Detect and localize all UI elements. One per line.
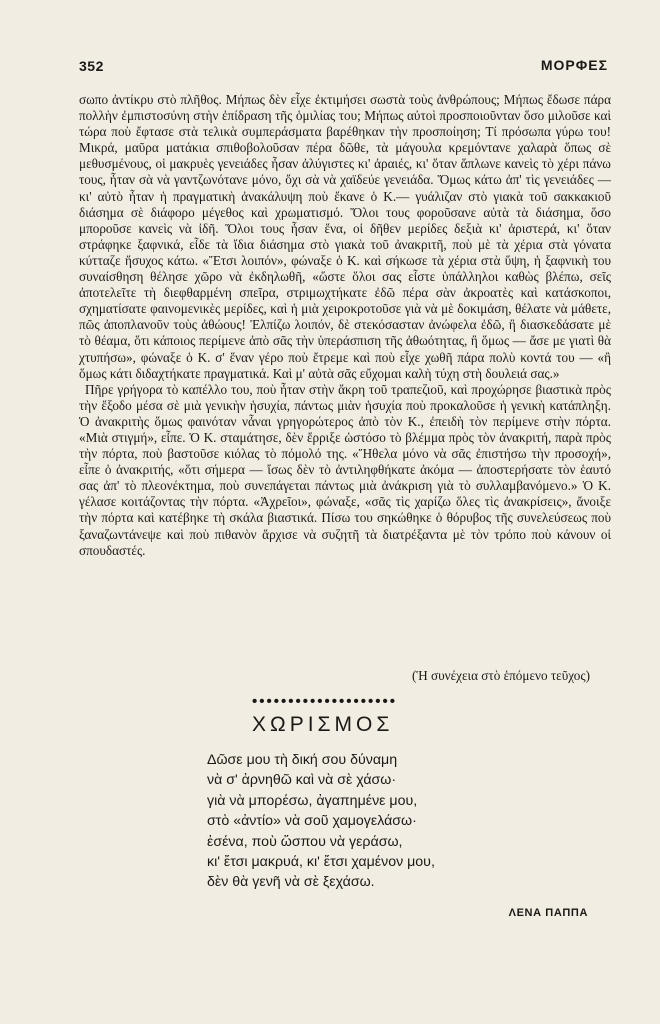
poem-line: δὲν θὰ γενῆ νὰ σὲ ξεχάσω. xyxy=(207,874,375,891)
poem-line: νὰ σ' ἀρνηθῶ καὶ νὰ σὲ χάσω· xyxy=(207,772,397,789)
story-text xyxy=(79,92,611,559)
poem-line: κι' ἔτσι μακρυά, κι' ἔτσι χαμένον μου, xyxy=(207,854,435,871)
poem-author: ΛΕΝΑ ΠΑΠΠΑ xyxy=(508,907,588,919)
story-paragraph: σωπο ἀντίκρυ στὸ πλῆθος. Μήπως δὲν εἶχε ἐκτιμήσει σωστὰ τοὺς ἀνθρώπους; Μήπως ἔδωσε πάρα πολλὴν ἐμπιστοσύνη στὴν ἐπίδραση τῆς ὁμιλίας του; Μήπως αὐτοὶ προσποιοῦνταν ὅσο μιλοῦσε καὶ τώρα ποὺ ἔφτασε στὰ τελικὰ συμπεράσματα βαρέθηκαν τὴν προσποίηση; Τί πρόσωπα γύρω του! Μικρά, μαῦρα ματάκια σπιθοβολοῦσαν πέρα δῶθε, τὰ μάγουλα κρεμόντανε χαλαρὰ ὅπως σὲ μεθυσμένους, οἱ μακρυὲς γενειάδες ἦσαν ἀλύγιστες κι' ἀραιές, κι' ὅταν ἅπλωνε κανεὶς τὸ χέρι πάνω τους, ἦταν σὰ νὰ γαντζωνότανε μόνο, ὄχι σὰ νὰ χαϊδεύε γενειάδα. Ὅμως κάτω ἀπ' τὶς γενειάδες — κι' αὐτὸ ἦταν ἡ πραγματικὴ ἀνακάλυψη ποὺ ἔκανε ὁ Κ.— γυάλιζαν στὸ γιακὰ τοῦ σακκακιοῦ διάσημα σὲ διάφορο μέγεθος καὶ χρωματισμό. Ὅλοι τους φοροῦσανε αὐτὰ τὰ διάσημα, ὅσο μποροῦσε κανεὶς νὰ ἰδῆ. Ὅλοι τους ἦσαν ἕνα, οἱ δῆθεν μερίδες δεξιὰ κι' ἀριστερά, κι' ὅταν στράφηκε ξαφνικά, εἶδε τὰ ἴδια διάσημα στὸ γιακὰ τοῦ ἀνακριτῆ, ποὺ μὲ τὰ χέρια στὰ γόνατα κύτταζε ἥσυχος κάτω. «Ἔτσι λοιπόν», φώναξε ὁ Κ. καὶ σήκωσε τὰ χέρια στὰ ὕψη, ἡ ξαφνικὴ του συναίσθηση θέλησε χῶρο νὰ ἐκδηλωθῆ, «ὥστε ὅλοι σας εἶστε ὑπάλληλοι καθὼς βλέπω, σεῖς ἀποτελεῖτε τὴ διεφθαρμένη σπεῖρα, στριμωχτήκατε ἐδῶ πέρα σὰν ἀκροατὲς καὶ κατάσκοποι, σχηματίσατε φαινομενικὲς μερίδες, καὶ ἡ μιὰ χειροκροτοῦσε γιὰ νὰ μὲ δοκιμάση, θέλατε νὰ μάθετε, πῶς ἀποπλανοῦν τοὺς ἀθώους! Ἐλπίζω λοιπόν, δὲ στεκόσασταν ἀνώφελα ἐδῶ, ἢ διασκεδάσατε μὲ τὸ θέαμα, ὅτι κάποιος περίμενε ἀπὸ σᾶς τὴν ὑπεράσπιση τῆς ἀθωότητας, ἢ ὅμως — ἄσε με γιατὶ θὰ χτυπήσω», φώναξε ὁ Κ. σ' ἕναν γέρο ποὺ ἔτρεμε καὶ ποὺ εἶχε χωθῆ πάρα πολὺ κοντά του — «ἢ ὅμως κάτι διδαχτήκατε πραγματικά. Καὶ μ' αὐτὰ σᾶς εὔχομαι καλὴ τύχη στὴ δουλειά σας.» xyxy=(79,92,611,381)
continued-note: (Ἡ συνέχεια στὸ ἑπόμενο τεῦχος) xyxy=(412,668,590,683)
poem-line: Δῶσε μου τὴ δική σου δύναμη xyxy=(207,752,398,768)
section-separator: •••••••••••••••••••• xyxy=(252,693,398,710)
poem-line: στὸ «ἀντίο» νὰ σοῦ χαμογελάσω· xyxy=(207,813,417,830)
magazine-title: ΜΟΡΦΕΣ xyxy=(540,57,608,73)
poem-title: ΧΩΡΙΣΜΟΣ xyxy=(252,713,394,736)
story-paragraph: Πῆρε γρήγορα τὸ καπέλλο του, ποὺ ἦταν στὴν ἄκρη τοῦ τραπεζιοῦ, καὶ προχώρησε βιαστικὰ πρὸς τὴν ἔξοδο μέσα σὲ μιὰ γενικὴν ἡσυχία, πάντως μιὰν ἡσυχία ποὺ προκαλοῦσε ἡ γενικὴ κατάπληξη. Ὁ ἀνακριτὴς ὅμως φαινόταν νἆναι γρηγορώτερος ἀπὸ τὸν Κ., ἐπειδὴ τὸν περίμενε στὴν πόρτα. «Μιὰ στιγμή», εἶπε. Ὁ Κ. σταμάτησε, δὲν ἔρριξε ὡστόσο τὸ βλέμμα πρὸς τὸν ἀνακριτή, παρὰ πρὸς τὴν πόρτα, ποὺ βαστοῦσε κιόλας τὸ πόμολό της. «Ἤθελα μόνο νὰ σᾶς ἐπιστήσω τὴν προσοχή», εἶπε ὁ ἀνακριτής, «ὅτι σήμερα — ἴσως δὲν τὸ ἀντιληφθήκατε ἀκόμα — ἀποστερήσατε τὸν ἑαυτό σας ἀπ' τὸ πλεονέκτημα, ποὺ συνεπάγεται πάντως μιὰ ἀνάκριση γιὰ τὸ συλλαμβανόμενο.» Ὁ Κ. γέλασε κοιτάζοντας τὴν πόρτα. «Ἀχρεῖοι», φώναξε, «σᾶς τὶς χαρίζω ὅλες τὶς ἀνακρίσεις», ἄνοιξε τὴν πόρτα καὶ κατέβηκε τὴ σκάλα βιαστικά. Πίσω του σηκώθηκε ὁ θόρυβος τῆς συνελεύσεως ποὺ ξαναζωντάνεψε καὶ ποὺ πιθανὸν ἄρχισε νὰ συζητῆ τὰ διατρέξαντα μὲ τὸν τρόπο ποὺ κάνουν οἱ σπουδαστές. xyxy=(79,381,611,558)
poem-body xyxy=(207,750,607,893)
poem-line: ἐσένα, ποὺ ὥσπου νὰ γεράσω, xyxy=(207,833,403,850)
page-number: 352 xyxy=(79,58,104,74)
poem-line: γιὰ νὰ μπορέσω, ἀγαπημένε μου, xyxy=(207,792,418,809)
